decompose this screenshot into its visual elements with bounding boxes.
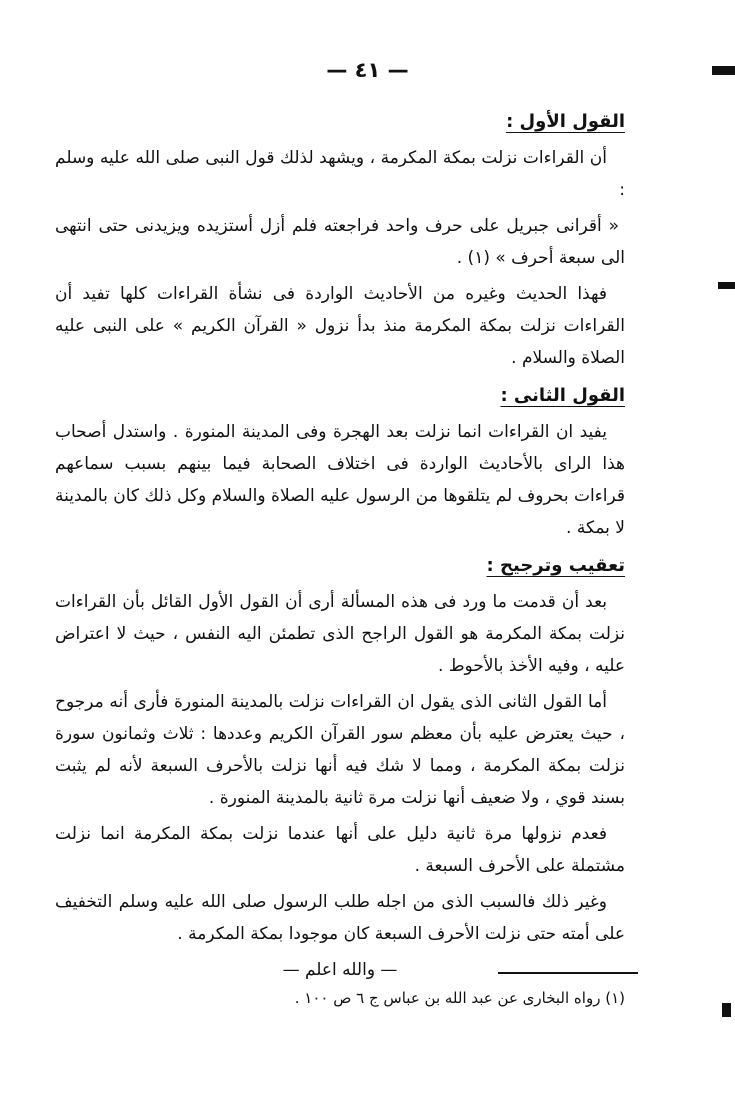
scan-edge-mark [712,66,735,75]
section-heading: تعقيب وترجيح : [486,555,625,576]
footnote-separator [498,972,638,974]
paragraph: يفيد ان القراءات انما نزلت بعد الهجرة وفى المدينة المنورة . واستدل أصحاب هذا الراى بالأحاديث الواردة فى اختلاف الصحابة فيما بينهم بسبب سماعهم قراءات بحروف لم يتلقوها من الرسول عليه الصلاة والسلام وكل ذلك كان بالمدينة لا بمكة . [55,422,625,538]
footnote: (١) رواه البخارى عن عبد الله بن عباس ج ٦ ص ١٠٠ . [294,989,625,1007]
page-body [55,100,625,986]
paragraph: أما القول الثانى الذى يقول ان القراءات نزلت بالمدينة المنورة فأرى أنه مرجوح ، حيث يعترض عليه بأن معظم سور القرآن الكريم وعددها : ثلاث وثمانون سورة نزلت بمكة المكرمة ، ومما لا شك فيه أنها نزلت بالأحرف السبعة لأنه لم يثبت بسند قوي ، ولا ضعيف أنها نزلت مرة ثانية بالمدينة المنورة . [55,692,625,808]
paragraph: وغير ذلك فالسبب الذى من اجله طلب الرسول صلى الله عليه وسلم التخفيف على أمته حتى نزلت الأحرف السبعة كان موجودا بمكة المكرمة . [55,892,625,944]
paragraph: أن القراءات نزلت بمكة المكرمة ، ويشهد لذلك قول النبى صلى الله عليه وسلم : [55,148,625,200]
paragraph: بعد أن قدمت ما ورد فى هذه المسألة أرى أن القول الأول القائل بأن القراءات نزلت بمكة المكرمة هو القول الراجح الذى تطمئن اليه النفس ، حيث لا اعتراض عليه ، وفيه الأخذ بالأحوط . [55,592,625,676]
section-heading: القول الثانى : [500,385,625,406]
page-number: — ٤١ — [326,58,409,82]
hadith-quote: « أقرانى جبريل على حرف واحد فراجعته فلم أزل أستزيده ويزيدنى حتى انتهى الى سبعة أحرف » (١) . [55,216,625,268]
closing-phrase: — والله اعلم — [282,960,398,980]
paragraph: فعدم نزولها مرة ثانية دليل على أنها عندما نزلت بمكة المكرمة انما نزلت مشتملة على الأحرف السبعة . [55,824,625,876]
scan-edge-mark [718,282,735,289]
scan-edge-mark [722,1003,731,1017]
paragraph: فهذا الحديث وغيره من الأحاديث الواردة فى نشأة القراءات كلها تفيد أن القراءات نزلت بمكة المكرمة منذ بدأ نزول « القرآن الكريم » على النبى عليه الصلاة والسلام . [55,284,625,368]
section-heading: القول الأول : [506,111,625,132]
